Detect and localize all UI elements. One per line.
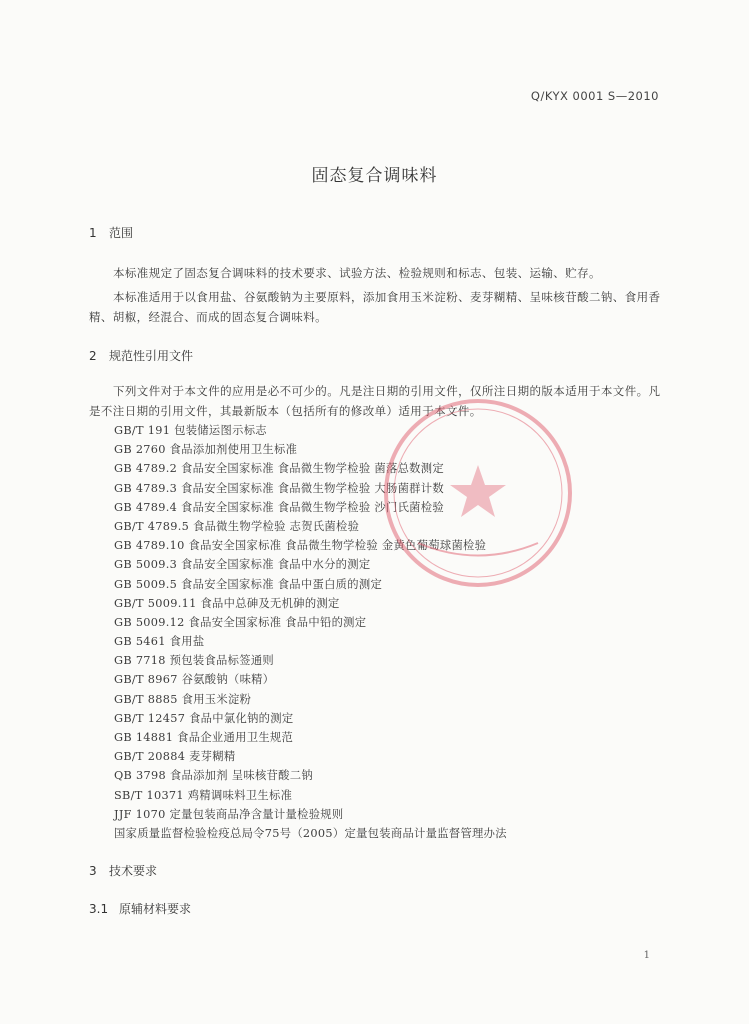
reference-item: GB 5009.5 食品安全国家标准 食品中蛋白质的测定	[114, 577, 383, 591]
reference-item: SB/T 10371 鸡精调味料卫生标准	[114, 788, 293, 802]
reference-item: GB/T 4789.5 食品微生物学检验 志贺氏菌检验	[114, 519, 360, 533]
section-number: 2	[89, 349, 97, 363]
normative-intro: 下列文件对于本文件的应用是必不可少的。凡是注日期的引用文件，仅所注日期的版本适用于本文件。凡是不注日期的引用文件，其最新版本（包括所有的修改单）适用于本文件。	[89, 384, 661, 418]
reference-item: 国家质量监督检验检疫总局令75号（2005）定量包装商品计量监督管理办法	[114, 826, 507, 840]
reference-item: GB/T 5009.11 食品中总砷及无机砷的测定	[114, 596, 340, 610]
section-title: 规范性引用文件	[109, 349, 194, 363]
reference-item: GB/T 12457 食品中氯化钠的测定	[114, 711, 294, 725]
section-2-heading	[89, 347, 193, 364]
section-title: 技术要求	[109, 864, 158, 878]
section-1-heading	[89, 224, 133, 241]
reference-item: JJF 1070 定量包装商品净含量计量检验规则	[114, 807, 344, 821]
reference-item: GB 4789.10 食品安全国家标准 食品微生物学检验 金黄色葡萄球菌检验	[114, 539, 487, 553]
reference-item: GB 4789.2 食品安全国家标准 食品微生物学检验 菌落总数测定	[114, 462, 444, 476]
section-title: 范围	[109, 226, 134, 240]
reference-item: GB/T 191 包装储运图示标志	[114, 424, 267, 437]
reference-item: GB 5461 食用盐	[114, 635, 205, 649]
reference-list	[114, 421, 507, 843]
section-number: 3	[89, 864, 97, 878]
section-title: 原辅材料要求	[119, 902, 192, 916]
reference-item: QB 3798 食品添加剂 呈味核苷酸二钠	[114, 769, 313, 783]
reference-item: GB/T 8967 谷氨酸钠（味精）	[114, 673, 275, 687]
document-code: Q/KYX 0001 S—2010	[530, 89, 659, 103]
reference-item: GB 4789.3 食品安全国家标准 食品微生物学检验 大肠菌群计数	[114, 481, 444, 495]
section-number: 1	[89, 226, 97, 240]
reference-item: GB 5009.3 食品安全国家标准 食品中水分的测定	[114, 558, 371, 572]
section-number: 3.1	[89, 902, 109, 916]
scope-paragraph-1: 本标准规定了固态复合调味料的技术要求、试验方法、检验规则和标志、包装、运输、贮存。	[113, 266, 601, 280]
reference-item: GB 7718 预包装食品标签通则	[114, 654, 275, 668]
scope-paragraph-2: 本标准适用于以食用盐、谷氨酸钠为主要原料，添加食用玉米淀粉、麦芽糊精、呈味核苷酸二钠、食用香精、胡椒，经混合、而成的固态复合调味料。	[89, 290, 661, 324]
section-3-heading	[89, 862, 157, 879]
document-title: 固态复合调味料	[311, 166, 438, 186]
page-number: 1	[643, 950, 650, 961]
reference-item: GB/T 8885 食用玉米淀粉	[114, 692, 252, 706]
reference-item: GB 4789.4 食品安全国家标准 食品微生物学检验 沙门氏菌检验	[114, 500, 444, 514]
reference-item: GB/T 20884 麦芽糊精	[114, 750, 236, 764]
reference-item: GB 14881 食品企业通用卫生规范	[114, 731, 294, 744]
reference-item: GB 2760 食品添加剂使用卫生标准	[114, 443, 298, 457]
section-3-1-heading	[89, 900, 191, 917]
reference-item: GB 5009.12 食品安全国家标准 食品中铅的测定	[114, 615, 367, 629]
